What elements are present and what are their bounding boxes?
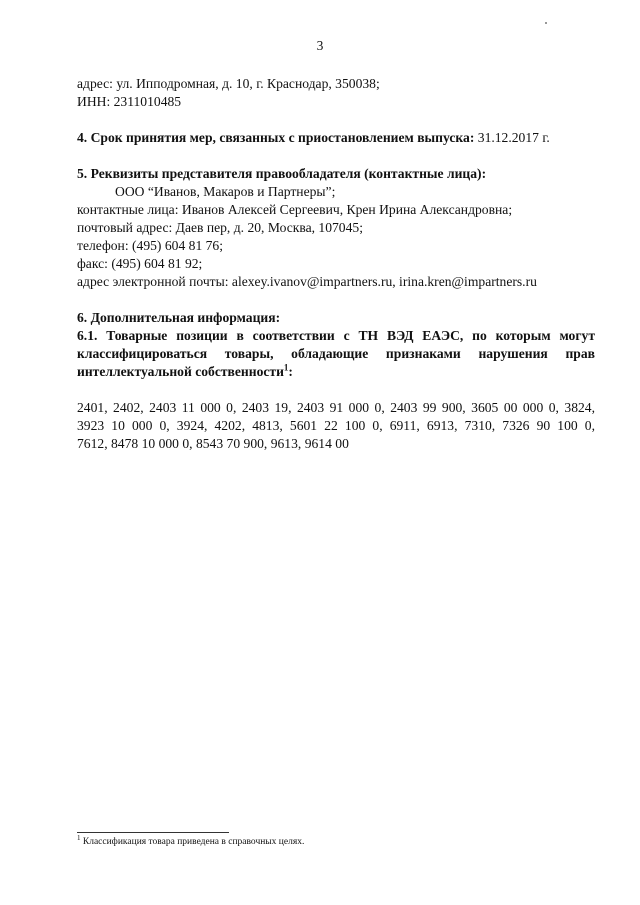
codes-line-2: 3923 10 000 0, 3924, 4202, 4813, 5601 22 100 0, 6911, 6913, 7310, 7326 90 100 0,	[77, 418, 595, 433]
company-name: ООО “Иванов, Макаров и Партнеры”;	[115, 184, 336, 199]
phone-line: телефон: (495) 604 81 76;	[77, 238, 224, 253]
document-body	[77, 75, 595, 453]
codes-line-3: 7612, 8478 10 000 0, 8543 70 900, 9613, 9614 00	[77, 436, 349, 451]
section-5-heading: 5. Реквизиты представителя правообладателя (контактные лица):	[77, 166, 487, 181]
section-6-1-line-3-text: интеллектуальной собственности	[77, 364, 284, 379]
address-line: адрес: ул. Ипподромная, д. 10, г. Краснодар, 350038;	[77, 76, 380, 91]
codes-line-1: 2401, 2402, 2403 11 000 0, 2403 19, 2403 91 000 0, 2403 99 900, 3605 00 000 0, 3824,	[77, 400, 595, 415]
footnote-text: Классификация товара приведена в справочных целях.	[80, 837, 305, 847]
section-4	[77, 129, 595, 147]
footnote	[77, 833, 305, 848]
section-6-1-line-2: классифицироваться товары, обладающие признаками нарушения прав	[77, 346, 595, 361]
postal-address: почтовый адрес: Даев пер, д. 20, Москва, 107045;	[77, 220, 363, 235]
section-6-1-colon: :	[288, 364, 293, 379]
scan-speck	[545, 22, 547, 24]
fax-line: факс: (495) 604 81 92;	[77, 256, 203, 271]
footnote-ref: 1	[283, 362, 289, 373]
footnote-marker: 1	[77, 833, 81, 842]
section-6-1-line-3	[77, 363, 595, 381]
section-6-1-line-1: 6.1. Товарные позиции в соответствии с ТН ВЭД ЕАЭС, по которым могут	[77, 328, 595, 343]
section-4-heading: 4. Срок принятия мер, связанных с приостановлением выпуска:	[77, 130, 475, 145]
section-6-heading: 6. Дополнительная информация:	[77, 310, 281, 325]
contact-persons: контактные лица: Иванов Алексей Сергеевич, Крен Ирина Александровна;	[77, 202, 513, 217]
section-4-date: 31.12.2017 г.	[477, 130, 550, 145]
email-line: адрес электронной почты: alexey.ivanov@impartners.ru, irina.kren@impartners.ru	[77, 274, 537, 289]
inn-line: ИНН: 2311010485	[77, 94, 182, 109]
page-number: 3	[316, 38, 324, 53]
footnote-separator	[77, 832, 229, 833]
